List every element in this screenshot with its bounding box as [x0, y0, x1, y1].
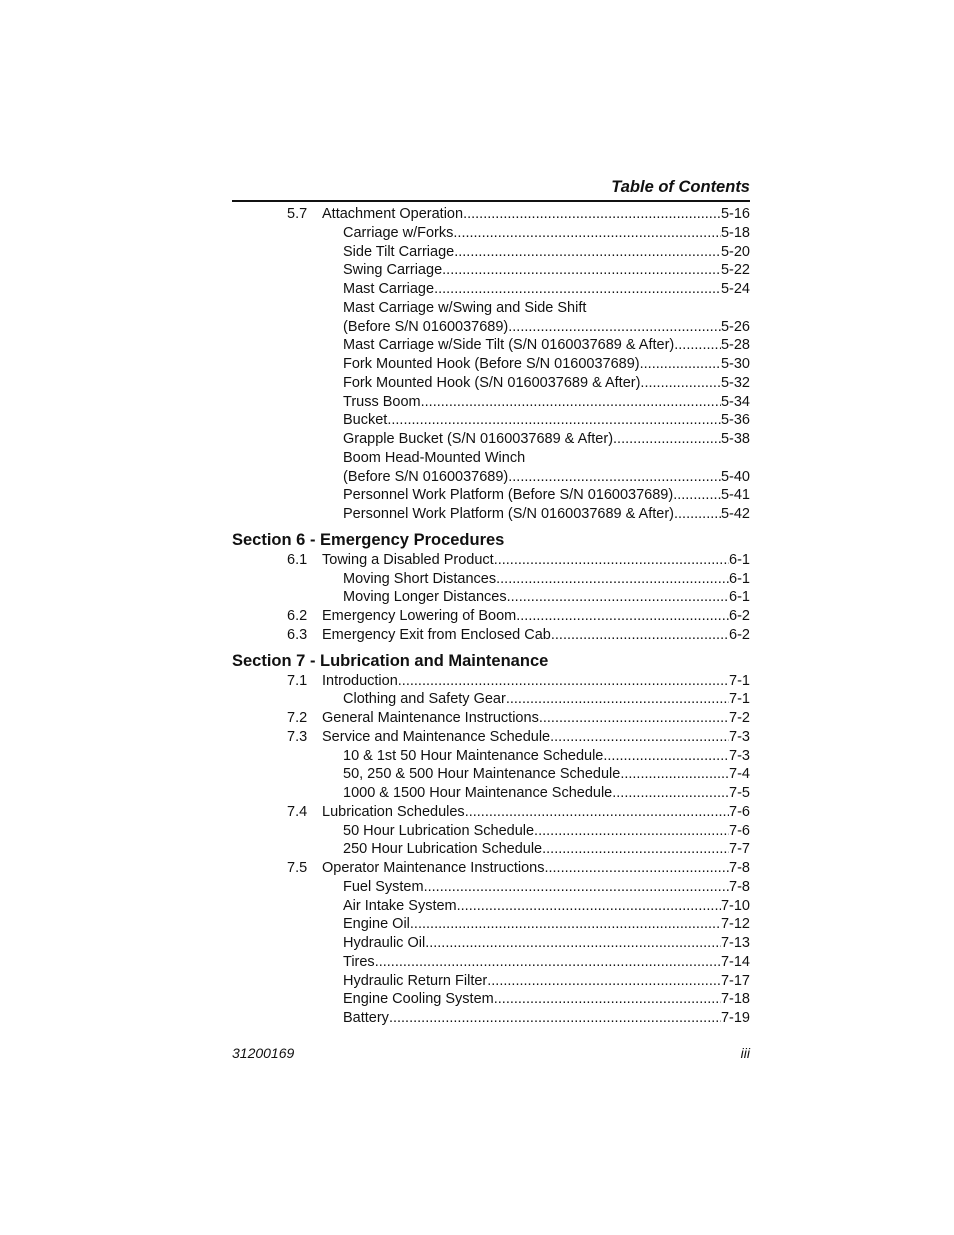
toc-entry-page: 5-30: [720, 356, 750, 372]
toc-dot-leader: [673, 486, 721, 505]
toc-entry-page: 6-1: [729, 570, 750, 587]
toc-entry-number: 7.4: [287, 803, 308, 820]
toc-entry[interactable]: [232, 430, 750, 449]
toc-entry-page: 6-2: [729, 626, 750, 643]
toc-entry[interactable]: [232, 486, 750, 505]
toc-dot-leader: [424, 878, 729, 897]
toc-entry-title: Hydraulic Oil: [343, 935, 426, 951]
toc-entry-number: 7.3: [287, 728, 308, 745]
toc-entry-number: 7.2: [287, 710, 308, 726]
toc-entry-page: 5-28: [720, 337, 750, 354]
toc-entry[interactable]: [232, 570, 750, 589]
toc-entry[interactable]: [232, 709, 750, 728]
toc-entry-title: Fuel System: [343, 878, 424, 895]
toc-entry-text: [343, 261, 750, 280]
toc-entry[interactable]: [232, 205, 750, 224]
toc-entry-text: [343, 840, 750, 859]
toc-entry-text: [343, 878, 750, 897]
toc-entry-title: Clothing and Safety Gear: [343, 691, 506, 708]
toc-entry[interactable]: [232, 897, 750, 916]
toc-entry[interactable]: [232, 607, 750, 626]
toc-dot-leader: [516, 607, 729, 626]
toc-dot-leader: [620, 765, 729, 784]
toc-dot-leader: [613, 430, 721, 449]
toc-entry-text: [343, 318, 750, 337]
toc-entry-title: Emergency Exit from Enclosed Cab: [322, 626, 551, 643]
toc-entry-page: 6-1: [729, 551, 750, 568]
toc-entry-page: 5-32: [720, 374, 750, 391]
toc-entry-title: Air Intake System: [343, 897, 457, 914]
toc-entry-text: [322, 551, 750, 570]
toc-dot-leader: [674, 336, 721, 355]
toc-entry[interactable]: [232, 468, 750, 487]
toc-dot-leader: [507, 588, 729, 607]
toc-entry-title: Mast Carriage w/Side Tilt (S/N 0160037689 & After): [343, 337, 675, 354]
toc-entry-page: 5-24: [720, 281, 750, 297]
toc-entry-text: [343, 355, 750, 374]
toc-entry-title: Swing Carriage: [343, 262, 443, 279]
toc-entry-page: 7-8: [729, 878, 750, 895]
toc-entry-page: 7-4: [729, 766, 750, 783]
toc-entry-page: 5-42: [720, 506, 750, 522]
toc-entry-text: [343, 990, 750, 1009]
toc-entry-text: [343, 243, 750, 262]
toc-entry[interactable]: [232, 336, 750, 355]
toc-entry-text: [343, 468, 750, 487]
toc-entry[interactable]: [232, 374, 750, 393]
toc-dot-leader: [410, 915, 721, 934]
toc-entry-text: [343, 915, 750, 934]
toc-dot-leader: [425, 934, 721, 953]
toc-entry-text: [343, 784, 750, 803]
toc-entry-title: Personnel Work Platform (S/N 0160037689 & After): [343, 506, 674, 522]
toc-entry-page: 7-6: [729, 822, 750, 839]
toc-entry-page: 7-8: [729, 860, 750, 876]
toc-entry-text: [322, 803, 750, 822]
toc-entry-title: Grapple Bucket (S/N 0160037689 & After): [343, 431, 614, 447]
toc-entry[interactable]: [232, 411, 750, 430]
toc-dot-leader: [494, 551, 729, 570]
toc-entry-title: Personnel Work Platform (Before S/N 0160037689): [343, 487, 674, 504]
toc-entry[interactable]: [232, 280, 750, 299]
toc-dot-leader: [387, 411, 721, 430]
toc-dot-leader: [640, 355, 721, 374]
toc-entry-page: 5-26: [720, 318, 750, 335]
toc-entry[interactable]: [232, 393, 750, 412]
toc-entry-title: Moving Short Distances: [343, 570, 497, 587]
page-number: iii: [740, 1045, 750, 1061]
toc-entry-text: [343, 430, 750, 449]
toc-dot-leader: [542, 840, 729, 859]
toc-dot-leader: [389, 1009, 721, 1028]
toc-entry-page: 5-41: [720, 487, 750, 504]
toc-entry-text: [343, 486, 750, 505]
toc-entry-number: 6.1: [287, 551, 308, 568]
toc-entry-text: [343, 449, 750, 468]
toc-entry-text: [322, 672, 750, 691]
toc-entry[interactable]: [232, 878, 750, 897]
toc-entry[interactable]: [232, 728, 750, 747]
section-heading: Section 7 - Lubrication and Maintenance: [232, 651, 549, 670]
toc-entry[interactable]: [232, 588, 750, 607]
toc-entry[interactable]: [232, 972, 750, 991]
toc-entry[interactable]: [232, 318, 750, 337]
toc-dot-leader: [496, 570, 729, 589]
toc-entry-text: [343, 972, 750, 991]
toc-entry-title: Truss Boom: [343, 393, 421, 410]
toc-entry-text: [343, 505, 750, 524]
toc-entry[interactable]: [232, 261, 750, 280]
toc-entry-title: 50 Hour Lubrication Schedule: [343, 822, 535, 839]
toc-entry-title: Mast Carriage w/Swing and Side Shift: [343, 299, 587, 316]
toc-entry-text: [322, 728, 750, 747]
toc-entry-text: [322, 607, 750, 626]
toc-entry-page: 5-18: [720, 224, 750, 241]
toc-entry-title: Tires: [343, 953, 375, 970]
section-heading: Section 6 - Emergency Procedures: [232, 530, 505, 549]
toc-dot-leader: [398, 672, 729, 691]
toc-dot-leader: [487, 972, 721, 991]
toc-entry-text: [343, 822, 750, 841]
toc-dot-leader: [506, 690, 729, 709]
toc-dot-leader: [674, 505, 721, 524]
toc-entry[interactable]: [232, 505, 750, 524]
toc-entry[interactable]: [232, 299, 750, 318]
toc-dot-leader: [465, 803, 729, 822]
toc-entry-title: Fork Mounted Hook (S/N 0160037689 & After): [343, 374, 641, 391]
toc-entry-page: 7-10: [720, 897, 750, 914]
toc-entry-title: 50, 250 & 500 Hour Maintenance Schedule: [343, 766, 621, 783]
toc-dot-leader: [494, 990, 721, 1009]
toc-entry-page: 7-3: [729, 747, 750, 764]
toc-dot-leader: [544, 859, 729, 878]
toc-entry-text: [343, 299, 750, 318]
toc-entry[interactable]: [232, 915, 750, 934]
toc-entry[interactable]: [232, 765, 750, 784]
toc-entry-page: 5-38: [720, 431, 750, 447]
toc-entry-page: 5-40: [720, 468, 750, 485]
toc-dot-leader: [421, 393, 721, 412]
toc-entry-number: 6.3: [287, 626, 308, 643]
toc-dot-leader: [508, 318, 721, 337]
toc-dot-leader: [453, 224, 721, 243]
toc-entry-title: 250 Hour Lubrication Schedule: [343, 841, 543, 858]
toc-entry-title: (Before S/N 0160037689): [343, 318, 509, 335]
toc-entry-title: (Before S/N 0160037689): [343, 468, 509, 485]
toc-entry-page: 6-1: [729, 589, 750, 606]
toc-entry[interactable]: [232, 840, 750, 859]
toc-entry-title: Engine Oil: [343, 916, 410, 933]
toc-entry-title: Bucket: [343, 412, 388, 429]
toc-dot-leader: [612, 784, 729, 803]
toc-entry-title: Operator Maintenance Instructions: [322, 860, 545, 876]
toc-entry[interactable]: [232, 224, 750, 243]
toc-entry-text: [343, 280, 750, 299]
toc-dot-leader: [457, 897, 721, 916]
toc-entry[interactable]: [232, 859, 750, 878]
toc-entry[interactable]: [232, 934, 750, 953]
toc-entry-title: Carriage w/Forks: [343, 224, 454, 241]
toc-entry-title: Fork Mounted Hook (Before S/N 0160037689): [343, 356, 640, 372]
toc-entry-page: 7-3: [729, 728, 750, 745]
toc-entry-page: 7-2: [729, 710, 750, 726]
toc-entry-page: 7-13: [720, 935, 750, 951]
toc-entry[interactable]: [232, 690, 750, 709]
toc-entry-number: 7.1: [287, 672, 308, 689]
toc-entry[interactable]: [232, 803, 750, 822]
toc-entry-text: [343, 411, 750, 430]
toc-entry-page: 7-12: [720, 916, 750, 933]
toc-entry-text: [343, 588, 750, 607]
toc-entry-page: 7-6: [729, 803, 750, 820]
page-header: [232, 176, 750, 202]
toc-entry-page: 5-22: [720, 262, 750, 279]
toc-entry-text: [343, 897, 750, 916]
toc-entry-title: Mast Carriage: [343, 281, 435, 297]
toc-dot-leader: [551, 626, 729, 645]
toc-entry-page: 7-1: [729, 691, 750, 708]
toc-dot-leader: [539, 709, 729, 728]
toc-dot-leader: [442, 261, 721, 280]
document-number: 31200169: [232, 1045, 295, 1061]
toc-entry-title: Battery: [343, 1010, 389, 1026]
toc-dot-leader: [508, 468, 721, 487]
toc-dot-leader: [375, 953, 721, 972]
toc-entry-page: 7-14: [720, 953, 750, 970]
toc-entry-text: [322, 709, 750, 728]
toc-entry[interactable]: [232, 626, 750, 645]
toc-entry-title: Emergency Lowering of Boom: [322, 608, 517, 624]
toc-entry-text: [343, 765, 750, 784]
toc-entry-page: 6-2: [729, 608, 750, 624]
toc-entry[interactable]: [232, 243, 750, 262]
toc-entry[interactable]: [232, 672, 750, 691]
toc-entry-page: 5-20: [720, 243, 750, 260]
toc-entry[interactable]: [232, 551, 750, 570]
toc-entry-text: [322, 626, 750, 645]
toc-entry-number: 5.7: [287, 206, 308, 222]
toc-entry-text: [343, 570, 750, 589]
toc-entry[interactable]: [232, 449, 750, 468]
toc-entry-number: 6.2: [287, 608, 308, 624]
toc-entry-title: General Maintenance Instructions: [322, 710, 539, 726]
toc-dot-leader: [463, 205, 721, 224]
toc-entry-page: 7-18: [720, 991, 750, 1008]
toc-entry-page: 7-1: [729, 672, 750, 689]
toc-entry-number: 7.5: [287, 860, 308, 876]
toc-entry[interactable]: [232, 990, 750, 1009]
toc-dot-leader: [434, 280, 721, 299]
toc-entry-text: [343, 690, 750, 709]
toc-entry-title: Engine Cooling System: [343, 991, 494, 1008]
toc-entry[interactable]: [232, 784, 750, 803]
toc-entry-text: [343, 374, 750, 393]
toc-entry-title: Hydraulic Return Filter: [343, 972, 488, 989]
toc-entry[interactable]: [232, 1009, 750, 1028]
toc-entry-title: Introduction: [322, 672, 398, 689]
toc-entry-text: [322, 859, 750, 878]
toc-entry-text: [343, 393, 750, 412]
toc-entry-text: [343, 747, 750, 766]
toc-entry-page: 5-16: [720, 206, 750, 222]
toc-entry-title: Towing a Disabled Product: [322, 551, 494, 568]
toc-entry-page: 5-36: [720, 412, 750, 429]
toc-entry-text: [343, 934, 750, 953]
toc-entry-page: 7-5: [729, 785, 750, 801]
toc-entry-page: 5-34: [720, 393, 750, 410]
toc-entry-title: Moving Longer Distances: [343, 589, 507, 606]
toc-entry-text: [322, 205, 750, 224]
toc-entry-page: 7-19: [720, 1010, 750, 1026]
toc-entry-text: [343, 224, 750, 243]
toc-dot-leader: [534, 822, 729, 841]
toc-dot-leader: [550, 728, 729, 747]
toc-entry-title: Attachment Operation: [322, 206, 464, 222]
toc-entry[interactable]: [232, 822, 750, 841]
table-of-contents: [232, 205, 750, 1028]
toc-entry-page: 7-17: [720, 972, 750, 989]
toc-entry[interactable]: [232, 355, 750, 374]
toc-entry-page: 7-7: [729, 841, 750, 858]
toc-entry-title: 10 & 1st 50 Hour Maintenance Schedule: [343, 747, 604, 764]
toc-entry[interactable]: [232, 747, 750, 766]
toc-entry-title: Service and Maintenance Schedule: [322, 728, 551, 745]
toc-entry[interactable]: [232, 953, 750, 972]
toc-entry-text: [343, 953, 750, 972]
page-title: Table of Contents: [611, 178, 750, 196]
toc-dot-leader: [640, 374, 721, 393]
toc-entry-text: [343, 1009, 750, 1028]
toc-entry-title: Side Tilt Carriage: [343, 243, 455, 260]
toc-dot-leader: [603, 747, 729, 766]
toc-entry-text: [343, 336, 750, 355]
toc-dot-leader: [454, 243, 721, 262]
page-footer: [232, 1045, 750, 1065]
toc-entry-title: Boom Head-Mounted Winch: [343, 449, 526, 466]
toc-entry-title: 1000 & 1500 Hour Maintenance Schedule: [343, 785, 613, 801]
toc-entry-title: Lubrication Schedules: [322, 803, 465, 820]
